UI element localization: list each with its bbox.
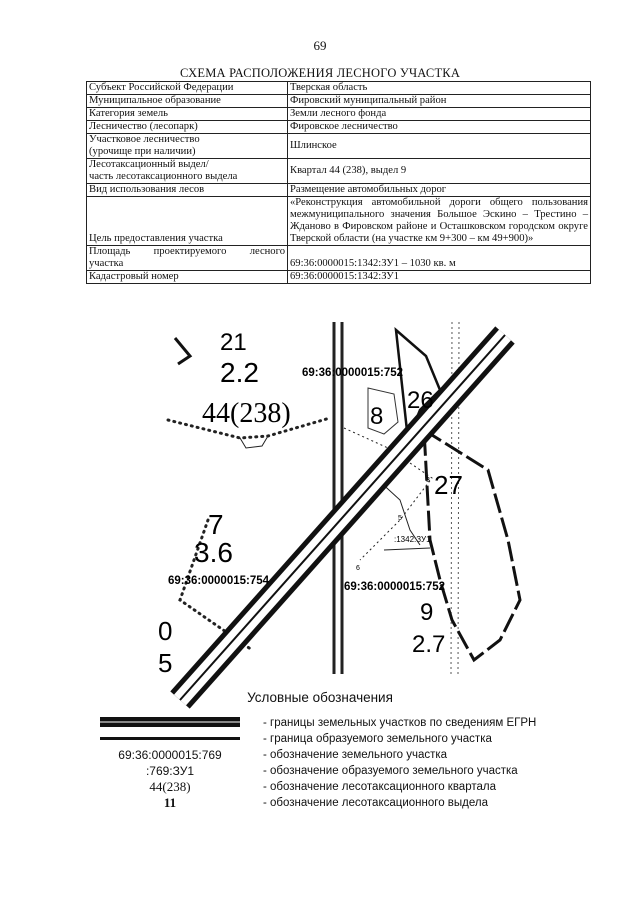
stand-boundary bbox=[424, 430, 520, 660]
use-type-value: Размещение автомобильных дорог bbox=[288, 184, 591, 197]
legend-item bbox=[80, 795, 580, 811]
new-parcel-boundary bbox=[384, 548, 430, 550]
map-label-stand-8: 8 bbox=[370, 403, 384, 430]
map-label-parcel-top: 69:36:0000015:752 bbox=[302, 367, 404, 379]
map-label-area-3-6: 3.6 bbox=[194, 537, 233, 568]
purpose-value: «Реконструкция автомобильной дороги общего пользования межмуниципального значения Большое Эскино – Трестино – Жданово в Фировском районе и Осташковском городском округе Тверской области (на участке км 9+300 – км 49+900)» bbox=[288, 197, 591, 246]
cadastral-label: Кадастровый номер bbox=[87, 271, 288, 284]
map-label-stand-21: 21 bbox=[220, 329, 247, 356]
legend-symbol-new-boundary bbox=[80, 731, 260, 747]
stand-label-line2: часть лесотаксационного выдела bbox=[89, 171, 238, 182]
use-type-label: Вид использования лесов bbox=[87, 184, 288, 197]
info-table bbox=[86, 81, 591, 284]
table-row bbox=[87, 197, 591, 246]
land-category-value: Земли лесного фонда bbox=[288, 108, 591, 121]
document-title: СХЕМА РАСПОЛОЖЕНИЯ ЛЕСНОГО УЧАСТКА bbox=[179, 66, 461, 80]
table-row bbox=[87, 134, 591, 159]
map-label-parcel-left: 69:36:0000015:754 bbox=[168, 575, 270, 587]
map-label-new-parcel: :1342:ЗУ1 bbox=[394, 535, 431, 544]
legend-title: Условные обозначения bbox=[247, 690, 393, 705]
map-label-quarter: 44(238) bbox=[202, 398, 291, 429]
district-forestry-label-line2: (урочище при наличии) bbox=[89, 146, 196, 157]
table-row bbox=[87, 108, 591, 121]
map-label-point-5: 5 bbox=[398, 515, 402, 522]
legend-symbol-new-parcel: :769:ЗУ1 bbox=[145, 764, 195, 778]
municipality-value: Фировский муниципальный район bbox=[288, 95, 591, 108]
cadastral-value: 69:36:0000015:1342:ЗУ1 bbox=[288, 271, 591, 284]
map-label-stand-9: 9 bbox=[420, 599, 434, 626]
district-forestry-label-line1: Участковое лесничество bbox=[89, 134, 200, 145]
legend-text: - обозначение лесотаксационного выдела bbox=[263, 797, 489, 809]
map-label-area-2-2: 2.2 bbox=[220, 357, 259, 388]
area-label-line1: Площадь проектируемого лесного bbox=[89, 246, 285, 257]
subject-label: Субъект Российской Федерации bbox=[87, 82, 288, 95]
map-label-point-3: 3 bbox=[426, 477, 430, 484]
map-label-stand-26: 26 bbox=[407, 387, 434, 414]
map-label-point-6: 6 bbox=[356, 565, 360, 572]
table-row bbox=[87, 246, 591, 271]
map-label-edge-0: 0 bbox=[158, 616, 173, 646]
land-category-label: Категория земель bbox=[87, 108, 288, 121]
stand-value: Квартал 44 (238), выдел 9 bbox=[288, 159, 591, 184]
table-row bbox=[87, 121, 591, 134]
map-label-edge-5: 5 bbox=[158, 648, 173, 678]
map-label-parcel-right: 69:36:0000015:752 bbox=[344, 581, 446, 593]
table-row bbox=[87, 95, 591, 108]
legend-text: - обозначение образуемого земельного участка bbox=[263, 765, 518, 777]
table-row bbox=[87, 159, 591, 184]
table-row bbox=[87, 184, 591, 197]
stand-label bbox=[87, 159, 288, 184]
subject-value: Тверская область bbox=[288, 82, 591, 95]
map-label-stand-7: 7 bbox=[208, 509, 224, 540]
forestry-value: Фировское лесничество bbox=[288, 121, 591, 134]
legend-symbol-stand: 11 bbox=[163, 795, 177, 810]
legend-item bbox=[80, 763, 580, 779]
map-label-area-2-7: 2.7 bbox=[412, 631, 446, 658]
legend-text: - обозначение земельного участка bbox=[263, 749, 448, 761]
district-forestry-value: Шлинское bbox=[288, 134, 591, 159]
municipality-label: Муниципальное образование bbox=[87, 95, 288, 108]
map-label-stand-27: 27 bbox=[434, 470, 463, 500]
page-number: 69 bbox=[313, 38, 327, 53]
forestry-label: Лесничество (лесопарк) bbox=[87, 121, 288, 134]
purpose-label: Цель предоставления участка bbox=[87, 197, 288, 246]
legend-item bbox=[80, 731, 580, 747]
stand-label-line1: Лесотаксационный выдел/ bbox=[89, 159, 209, 170]
legend-text: - обозначение лесотаксационного квартала bbox=[263, 781, 496, 793]
legend bbox=[80, 715, 580, 811]
table-row bbox=[87, 82, 591, 95]
legend-text: - границы земельных участков по сведениям ЕГРН bbox=[263, 717, 537, 729]
area-label-line2: участка bbox=[89, 258, 124, 269]
legend-item bbox=[80, 779, 580, 795]
legend-symbol-parcel: 69:36:0000015:769 bbox=[118, 748, 222, 762]
area-label bbox=[87, 246, 288, 271]
area-value: 69:36:0000015:1342:ЗУ1 – 1030 кв. м bbox=[288, 246, 591, 271]
district-forestry-label bbox=[87, 134, 288, 159]
legend-symbol-egrn-boundary bbox=[80, 715, 260, 731]
legend-item bbox=[80, 747, 580, 763]
legend-text: - граница образуемого земельного участка bbox=[263, 733, 492, 745]
map-edge-line bbox=[175, 338, 190, 364]
forest-parcel-map bbox=[158, 320, 520, 678]
table-row bbox=[87, 271, 591, 284]
legend-symbol-quarter: 44(238) bbox=[149, 779, 191, 794]
legend-item bbox=[80, 715, 580, 731]
